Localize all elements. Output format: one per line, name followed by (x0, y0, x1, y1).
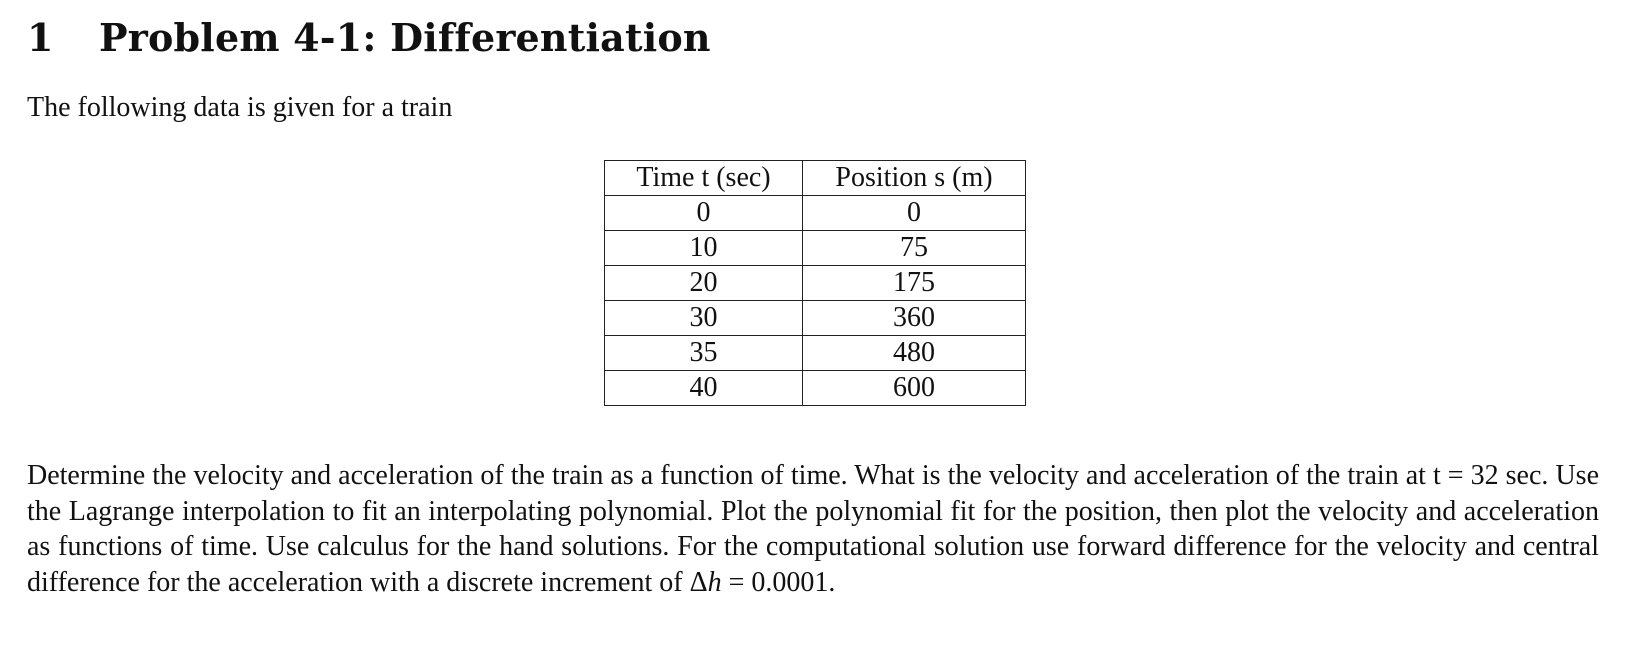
time-cell: 10 (605, 231, 803, 266)
position-cell: 600 (803, 371, 1026, 406)
section-heading (27, 14, 711, 62)
time-cell: 30 (605, 301, 803, 336)
intro-paragraph: The following data is given for a train (27, 92, 453, 123)
time-cell: 40 (605, 371, 803, 406)
table-row (605, 266, 1026, 301)
table-row (605, 196, 1026, 231)
h-variable: h (707, 566, 722, 598)
increment-value: = 0.0001. (721, 566, 836, 598)
time-cell: 35 (605, 336, 803, 371)
delta-symbol: Δ (689, 566, 708, 598)
time-cell: 0 (605, 196, 803, 231)
time-cell: 20 (605, 266, 803, 301)
position-cell: 75 (803, 231, 1026, 266)
table-row (605, 371, 1026, 406)
document-page (27, 0, 1599, 658)
header-position: Position s (m) (803, 161, 1026, 196)
position-cell: 0 (803, 196, 1026, 231)
table-row (605, 336, 1026, 371)
section-number: 1 (27, 15, 54, 60)
position-cell: 480 (803, 336, 1026, 371)
problem-text-main: Determine the velocity and acceleration of the train as a function of time. What is the velocity and acceleration of the train at t = 32 sec. Use the Lagrange interpolation to fit an interpolating polynomial. Plot the polynomial fit for the position, then plot the velocity and acceleration as functions of time. Use calculus for the hand solutions. For the computational solution use forward difference for the velocity and central difference for the acceleration with a discrete increment of (27, 460, 1599, 598)
position-cell: 360 (803, 301, 1026, 336)
position-cell: 175 (803, 266, 1026, 301)
table-row (605, 231, 1026, 266)
table-row (605, 301, 1026, 336)
table-header-row (605, 161, 1026, 196)
header-time: Time t (sec) (605, 161, 803, 196)
problem-statement (27, 458, 1599, 600)
train-data-table (604, 160, 1026, 406)
section-title: Problem 4-1: Differentiation (99, 15, 711, 60)
